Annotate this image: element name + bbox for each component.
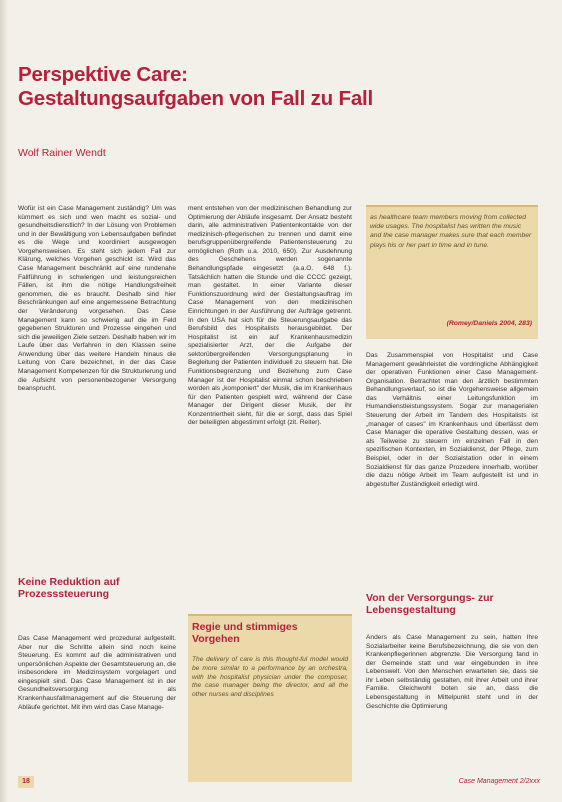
body-column-2 — [188, 205, 352, 428]
body-column-3 — [366, 352, 538, 489]
magazine-footer: Case Management 2/2xxx — [458, 778, 540, 785]
heading-line: Regie und stimmiges — [192, 621, 298, 633]
title-line-1: Perspektive Care: — [18, 63, 188, 86]
section-heading-lebensgestaltung — [366, 592, 538, 616]
heading-line: Von der Versorgungs- zur — [366, 592, 494, 604]
pull-quote-source: (Romey/Daniels 2004, 283) — [446, 320, 532, 327]
paragraph: ment entstehen von der medizinischen Behandlung zur Optimierung der Abläufe insgesamt. Der Ansatz besteht darin, alle administrativen Patientenkontakte von der medizinisch-pflegerischen zu trennen und damit eine berufsgruppenübergreifende Patientensteuerung zu ermöglichen (Roth u.a. 2010, 650). Zur Ausdehnung des Geschehens werden sogenannte Behandlungspfade eingesetzt (a.a.O. 648 f.). Tatsächlich hatten die Stunde und die CCCC gezeigt, man gestaltet. In einer Variante dieser Funktionszuordnung wird der Gestaltungsauftrag im Case Management von den medizinischen Einrichtungen in der Ausführung der Aufträge getrennt. In den USA hat sich für die Steuerungsaufgabe das Berufsbild des Hospitalists herausgebildet. Der Hospitalist ist ein auf Krankenhausmedizin spezialisierter Arzt, der die Aufgabe der sektorübergreifenden Versorgungsplanung in Begleitung der Patienten individuell zu steuern hat. Die Funktionsbegrenzung und Beziehung zum Case Manager ist der Hospitalist einmal schon beschrieben worden als „komponiert" der Musik, die im Krankenhaus für den Patienten gespielt wird, während der Case Manager der Dirigent dieser Musik, der ihr Konzentriertheit sieht, für die er sorgt, dass das Spiel der beteiligten abgestimmt erfolgt (zit. Reiter). — [188, 205, 352, 427]
heading-line: Keine Reduktion auf — [18, 576, 120, 588]
article-title — [18, 63, 538, 111]
sidebar-box-heading — [192, 621, 348, 645]
paragraph: Das Case Management wird prozedural aufgestellt. Aber nur die Schritte allein sind noch keine Steuerung. Es kommt auf die administrativen und unpersönlichen Aspekte der Gesamtsteuerung an, die insbesondere im Medizinsystem vorgelagert und eingespielt sind. Das Case Management ist in der Gesundheitsversorgung als Krankenhausfallmanagement auf die Steuerung der Abläufe gerichtet. Mit ihm wird das Case Manage- — [18, 635, 176, 711]
section-heading-reduktion — [18, 576, 178, 600]
paragraph: Wofür ist ein Case Management zuständig? Um was kümmert es sich und wen macht es sozial- und gesundheitsdienstlich? In der Lösung von Problemen und in der Bewältigung von Lebensaufgaben befindet es die Wege und koordiniert ausgewogen Vorgehensweisen. Es steht sich jedem Fall zur Klärung, welches Vorgehen geschickt ist. Wird das Case Management beschränkt auf eine rundenahe Fallführung in schwierigen und leistungsreichen Fällen, ist ihm die nötige Handlungsfreiheit genommen, die es braucht. Deshalb sind hier Beschränkungen auf eine angemessene Betrachtung der Veränderung vorgesehen. Das Case Management kann so schwierig auf die im Feld gegebenen Strukturen und Prozesse eingehen und sich die jeweiligen Ziele setzen. Deshalb haben wir im Laufe über das Verfahren in den Klassen seine Anwendung über das weitere Handeln hinaus die Leitung von Care bezeichnet, in der das Case Management Kompetenzen für die Strukturierung und die Aufsicht von personenbezogener Versorgung beansprucht. — [18, 205, 176, 393]
pull-quote-box — [366, 205, 538, 339]
sidebar-box-text: The delivery of care is this thought-ful model would be more similar to a performance by an orchestra, with the hospitalist physician under the composer, the case manager being the director, and all the other nurses and disciplines — [192, 656, 348, 699]
heading-line: Vorgehen — [192, 633, 240, 645]
article-author: Wolf Rainer Wendt — [18, 147, 106, 159]
body-column-1 — [18, 205, 176, 394]
sidebar-box — [188, 614, 352, 782]
page-binding-edge — [0, 0, 8, 802]
title-line-2: Gestaltungsaufgaben von Fall zu Fall — [18, 87, 374, 110]
page-number: 18 — [18, 776, 34, 788]
body-column-1-lower — [18, 635, 176, 712]
heading-line: Prozesssteuerung — [18, 588, 110, 600]
body-column-3-lower — [366, 634, 538, 711]
paragraph: Anders als Case Management zu sein, hatten Ihre Sozialarbeiter keine Berufsbezeichnung, die sie von den Krankenpflegerinnen abgrenzte. Die Versorgung fand in der Gemeinde statt und war eingebunden in ihre Lebenswelt. Von den Menschen erwarteten sie, dass sie ihr Leben selbständig gestalten, mit ihrer Arbeit und ihrer Familie. Gleichwohl boten sie an, dass die Lebensgestaltung in Mittelpunkt steht und in der Geschichte die Optimierung — [366, 634, 538, 710]
paragraph: Das Zusammenspiel von Hospitalist und Case Management gewährleistet die vordringliche Abhängigkeit der operativen Funktionen einer Case Management-Organisation. Betrachtet man den ärztlich bestimmten Behandlungsverlauf, so ist die Vorgehensweise allgemein das Verhältnis einer Leitungsfunktion im Humandienstleistungssystem. Sogar zur managerialen Steuerung der Arbeit im Tandem des Hospitalists ist „manager of cases" im Krankenhaus und überlässt dem Case Manager die operative Gestaltung dessen, was er als Teilweise zu steuern im einzelnen Fall in den spezifischen Kontexten, im Sozialdienst, der Pflege, zum Beispiel, oder in der Sozialstation oder in einem Sozialdienst für das ganze Prozedere innerhalb, worüber die dazu nötige Arbeit im Team aufgestellt ist und in abgestufter Zuständigkeit erledigt wird. — [366, 352, 538, 488]
heading-line: Lebensgestaltung — [366, 604, 456, 616]
pull-quote-text: as healthcare team members moving from collected wide usages. The hospitalist has written the music and the case manager makes sure that each member plays his or her part in time and in tune. — [370, 214, 532, 249]
